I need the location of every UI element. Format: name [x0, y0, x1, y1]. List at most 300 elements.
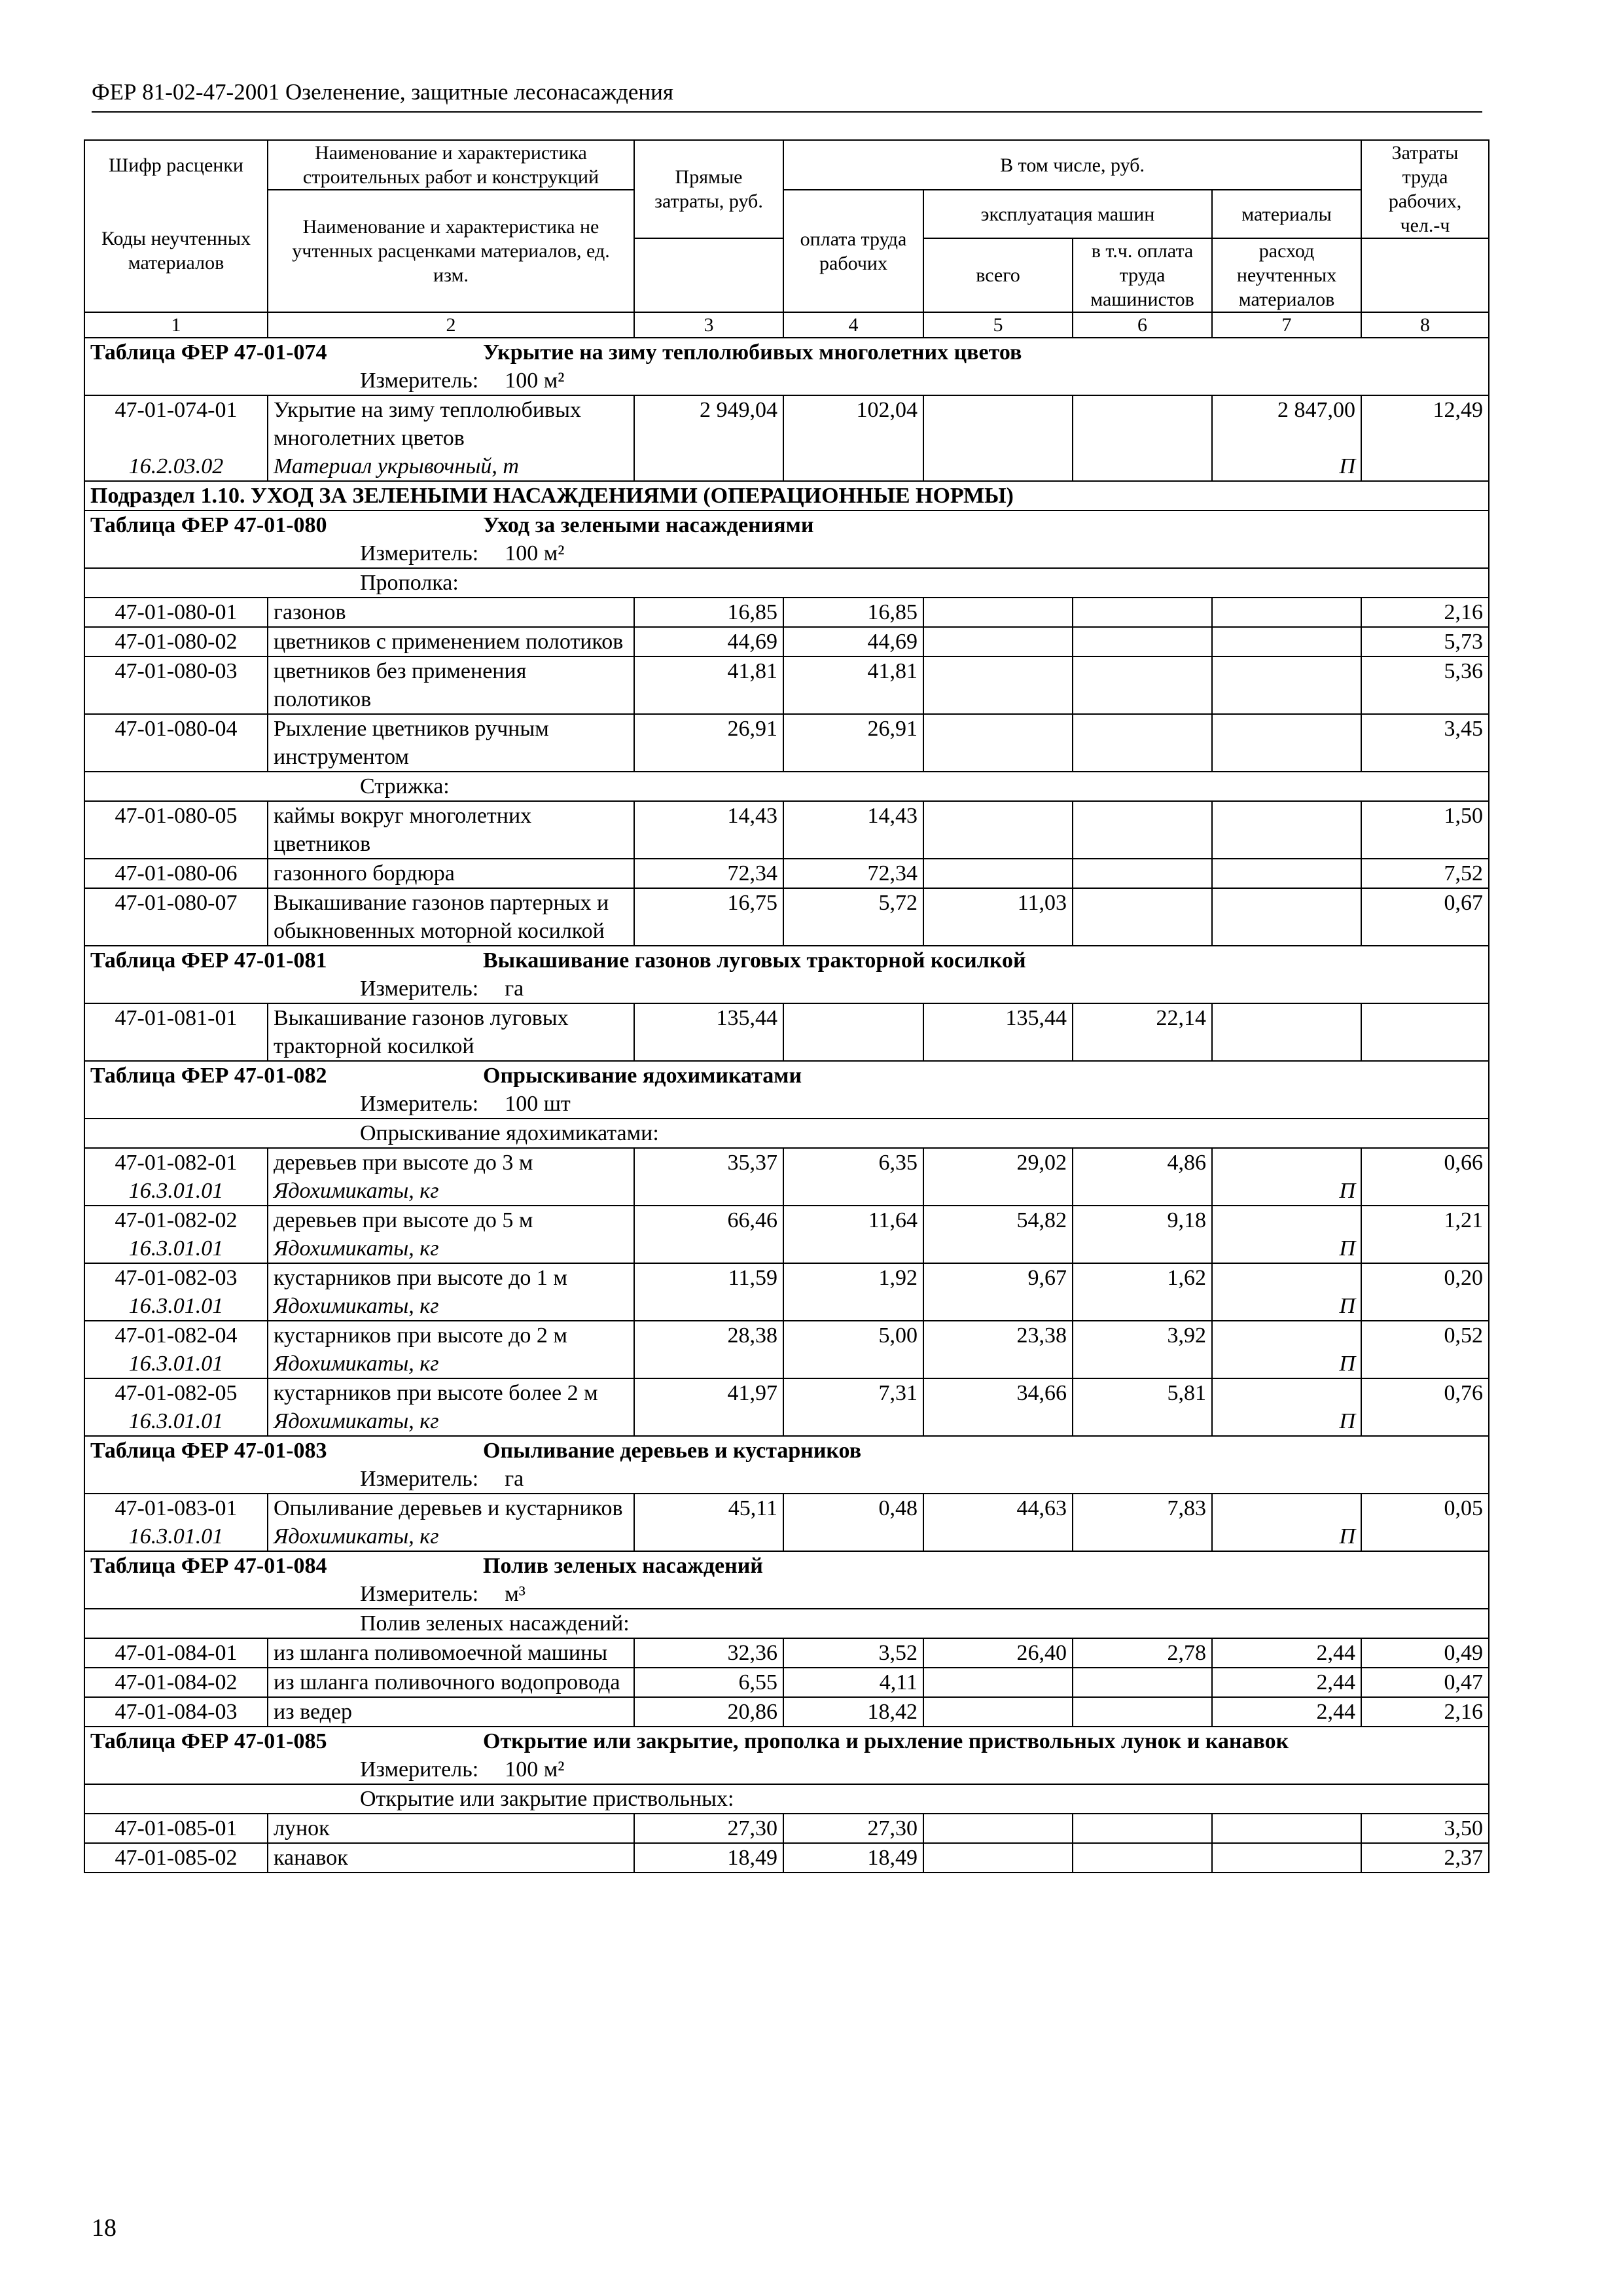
rate-materials: [1212, 1814, 1361, 1843]
rate-labor: 5,36: [1361, 656, 1489, 714]
rate-mach-wages: 4,86: [1073, 1148, 1212, 1177]
rate-name: цветников с применением полотиков: [268, 627, 634, 656]
empty-cell: [923, 1350, 1073, 1378]
rate-name: каймы вокруг многолетних цветников: [268, 801, 634, 859]
rate-materials: [1212, 1148, 1361, 1177]
rate-labor: 0,20: [1361, 1263, 1489, 1292]
material-name: Материал укрывочный, т: [268, 452, 634, 481]
table-number: Таблица ФЕР 47-01-081: [90, 948, 327, 973]
group-lead: Прополка:: [84, 568, 1489, 598]
material-row: [84, 1407, 1489, 1436]
material-row: [84, 1522, 1489, 1551]
rate-materials: [1212, 656, 1361, 714]
rate-mach-total: 34,66: [923, 1378, 1073, 1407]
measure-unit: 100 шт: [505, 1092, 571, 1116]
rate-name: канавок: [268, 1843, 634, 1873]
empty-cell: [1073, 1407, 1212, 1436]
table-title-row: [84, 338, 1489, 367]
rate-mach-total: 26,40: [923, 1638, 1073, 1668]
table-number: Таблица ФЕР 47-01-083: [90, 1439, 327, 1463]
rate-row: [84, 598, 1489, 627]
rate-row: [84, 1843, 1489, 1873]
rate-wages: 102,04: [783, 395, 923, 452]
table-title: [84, 1436, 1489, 1465]
empty-cell: [783, 1522, 923, 1551]
rate-mach-total: [923, 598, 1073, 627]
rate-code: 47-01-083-01: [84, 1494, 268, 1522]
rate-code: 47-01-080-05: [84, 801, 268, 859]
col-cipher: Шифр расценки: [84, 140, 268, 190]
rate-materials: [1212, 598, 1361, 627]
table-number: Таблица ФЕР 47-01-082: [90, 1064, 327, 1088]
col-codes: Коды неучтенных материалов: [84, 190, 268, 312]
rate-name: из ведер: [268, 1697, 634, 1727]
group-lead-row: [84, 772, 1489, 801]
rate-direct: 66,46: [634, 1206, 783, 1234]
col-mach-wages: в т.ч. оплата труда машинистов: [1073, 238, 1212, 312]
rate-materials: [1212, 714, 1361, 772]
col-num: 4: [783, 312, 923, 338]
rate-row: [84, 1263, 1489, 1292]
material-code: 16.2.03.02: [84, 452, 268, 481]
measure-row: [84, 1580, 1489, 1609]
rate-materials: [1212, 1378, 1361, 1407]
measure-cell: [84, 975, 1489, 1003]
rate-mach-total: [923, 801, 1073, 859]
empty-cell: [923, 1407, 1073, 1436]
rate-mach-wages: 9,18: [1073, 1206, 1212, 1234]
rate-mach-total: 135,44: [923, 1003, 1073, 1061]
empty-cell: [634, 1234, 783, 1263]
rate-name: Выкашивание газонов партерных и обыкновенных моторной косилкой: [268, 888, 634, 946]
empty-cell: [783, 1177, 923, 1206]
empty-cell: [1073, 452, 1212, 481]
rate-materials: [1212, 627, 1361, 656]
rate-direct: 11,59: [634, 1263, 783, 1292]
table-title-row: [84, 946, 1489, 975]
material-row: [84, 1350, 1489, 1378]
table-title-row: [84, 1436, 1489, 1465]
rate-row: [84, 801, 1489, 859]
empty-cell: [634, 1407, 783, 1436]
rate-wages: 6,35: [783, 1148, 923, 1177]
table-title-row: [84, 1061, 1489, 1090]
rate-materials: [1212, 1494, 1361, 1522]
measure-label: Измеритель:: [360, 1092, 479, 1116]
rate-mach-total: [923, 714, 1073, 772]
material-mark: П: [1212, 1407, 1361, 1436]
rate-labor: 3,50: [1361, 1814, 1489, 1843]
rate-name: из шланга поливомоечной машины: [268, 1638, 634, 1668]
rate-materials: 2,44: [1212, 1638, 1361, 1668]
empty-cell: [634, 452, 783, 481]
material-mark: П: [1212, 1292, 1361, 1321]
table-title: [84, 1061, 1489, 1090]
rate-wages: 18,42: [783, 1697, 923, 1727]
rate-row: [84, 656, 1489, 714]
rate-labor: [1361, 1003, 1489, 1061]
rate-labor: 0,49: [1361, 1638, 1489, 1668]
group-lead-row: [84, 1119, 1489, 1148]
material-name: Ядохимикаты, кг: [268, 1177, 634, 1206]
col-incl: В том числе, руб.: [783, 140, 1361, 190]
table-number: Таблица ФЕР 47-01-074: [90, 340, 327, 365]
rate-direct: 28,38: [634, 1321, 783, 1350]
rate-labor: 0,52: [1361, 1321, 1489, 1350]
group-lead: Полив зеленых насаждений:: [84, 1609, 1489, 1638]
col-num: 7: [1212, 312, 1361, 338]
rate-mach-wages: [1073, 395, 1212, 452]
table-name: Выкашивание газонов луговых тракторной косилкой: [483, 948, 1026, 973]
empty-cell: [1073, 1350, 1212, 1378]
rate-mach-wages: 2,78: [1073, 1638, 1212, 1668]
rate-row: [84, 1697, 1489, 1727]
rate-wages: 11,64: [783, 1206, 923, 1234]
measure-row: [84, 1090, 1489, 1119]
rate-wages: 4,11: [783, 1668, 923, 1697]
rate-row: [84, 1814, 1489, 1843]
rate-code: 47-01-080-03: [84, 656, 268, 714]
measure-row: [84, 539, 1489, 568]
rate-mach-wages: [1073, 627, 1212, 656]
measure-cell: [84, 539, 1489, 568]
section-title: Подраздел 1.10. УХОД ЗА ЗЕЛЕНЫМИ НАСАЖДЕНИЯМИ (ОПЕРАЦИОННЫЕ НОРМЫ): [84, 481, 1489, 511]
col-wages: оплата труда рабочих: [783, 190, 923, 312]
rate-mach-total: 11,03: [923, 888, 1073, 946]
measure-unit: 100 м²: [505, 368, 565, 393]
col-name: Наименование и характеристика строительных работ и конструкций: [268, 140, 634, 190]
rate-mach-total: 44,63: [923, 1494, 1073, 1522]
rate-mach-wages: [1073, 1668, 1212, 1697]
material-name: Ядохимикаты, кг: [268, 1234, 634, 1263]
col-num: 1: [84, 312, 268, 338]
rate-labor: 12,49: [1361, 395, 1489, 452]
rate-mach-total: [923, 1843, 1073, 1873]
table-title: [84, 338, 1489, 367]
rate-materials: [1212, 1206, 1361, 1234]
rate-materials: 2,44: [1212, 1668, 1361, 1697]
rate-code: 47-01-085-01: [84, 1814, 268, 1843]
measure-label: Измеритель:: [360, 977, 479, 1001]
group-lead: Открытие или закрытие приствольных:: [84, 1784, 1489, 1814]
rate-materials: [1212, 859, 1361, 888]
table-title-row: [84, 511, 1489, 539]
empty-cell: [1073, 1234, 1212, 1263]
rate-name: газонов: [268, 598, 634, 627]
material-code: 16.3.01.01: [84, 1407, 268, 1436]
rate-mach-wages: 5,81: [1073, 1378, 1212, 1407]
rate-wages: [783, 1003, 923, 1061]
rate-materials: [1212, 1263, 1361, 1292]
rate-labor: 7,52: [1361, 859, 1489, 888]
rate-direct: 41,81: [634, 656, 783, 714]
rate-direct: 44,69: [634, 627, 783, 656]
material-row: [84, 1234, 1489, 1263]
table-title: [84, 1551, 1489, 1580]
rate-direct: 135,44: [634, 1003, 783, 1061]
rate-mach-wages: [1073, 801, 1212, 859]
empty-cell: [923, 1177, 1073, 1206]
rate-materials: [1212, 801, 1361, 859]
rate-row: [84, 1668, 1489, 1697]
rate-direct: 27,30: [634, 1814, 783, 1843]
group-lead: Опрыскивание ядохимикатами:: [84, 1119, 1489, 1148]
rate-wages: 1,92: [783, 1263, 923, 1292]
rate-direct: 45,11: [634, 1494, 783, 1522]
rate-direct: 20,86: [634, 1697, 783, 1727]
rate-labor: 0,05: [1361, 1494, 1489, 1522]
measure-row: [84, 1465, 1489, 1494]
rate-wages: 7,31: [783, 1378, 923, 1407]
material-code: 16.3.01.01: [84, 1522, 268, 1551]
rate-name: кустарников при высоте до 2 м: [268, 1321, 634, 1350]
rate-materials: [1212, 888, 1361, 946]
rate-mach-total: [923, 859, 1073, 888]
material-row: [84, 1177, 1489, 1206]
rate-wages: 5,00: [783, 1321, 923, 1350]
rate-mach-wages: 3,92: [1073, 1321, 1212, 1350]
measure-cell: [84, 1755, 1489, 1784]
rate-mach-wages: [1073, 1814, 1212, 1843]
measure-label: Измеритель:: [360, 1467, 479, 1491]
rate-labor: 3,45: [1361, 714, 1489, 772]
rate-mach-total: 23,38: [923, 1321, 1073, 1350]
rate-row: [84, 1378, 1489, 1407]
rate-wages: 41,81: [783, 656, 923, 714]
col-materials: материалы: [1212, 190, 1361, 238]
material-name: Ядохимикаты, кг: [268, 1407, 634, 1436]
rate-row: [84, 395, 1489, 452]
rate-mach-wages: [1073, 1843, 1212, 1873]
rate-materials: [1212, 1843, 1361, 1873]
rate-code: 47-01-082-04: [84, 1321, 268, 1350]
col-labor: Затраты труда рабочих, чел.-ч: [1361, 140, 1489, 238]
material-code: 16.3.01.01: [84, 1177, 268, 1206]
rate-labor: 1,21: [1361, 1206, 1489, 1234]
empty-cell: [1361, 1522, 1489, 1551]
rate-direct: 72,34: [634, 859, 783, 888]
table-title: [84, 1727, 1489, 1755]
rate-mach-wages: [1073, 656, 1212, 714]
rate-code: 47-01-082-01: [84, 1148, 268, 1177]
rate-mach-total: [923, 1697, 1073, 1727]
table-title: [84, 946, 1489, 975]
table-title: [84, 511, 1489, 539]
rate-row: [84, 1638, 1489, 1668]
rate-mach-total: 54,82: [923, 1206, 1073, 1234]
material-code: 16.3.01.01: [84, 1350, 268, 1378]
measure-label: Измеритель:: [360, 1757, 479, 1782]
rate-name: газонного бордюра: [268, 859, 634, 888]
measure-cell: [84, 1090, 1489, 1119]
rate-direct: 35,37: [634, 1148, 783, 1177]
rate-wages: 5,72: [783, 888, 923, 946]
rate-direct: 18,49: [634, 1843, 783, 1873]
rate-direct: 32,36: [634, 1638, 783, 1668]
empty-cell: [1361, 1407, 1489, 1436]
rate-code: 47-01-082-02: [84, 1206, 268, 1234]
empty-cell: [634, 1350, 783, 1378]
rate-name: Рыхление цветников ручным инструментом: [268, 714, 634, 772]
rate-wages: 3,52: [783, 1638, 923, 1668]
measure-cell: [84, 1580, 1489, 1609]
rate-materials: [1212, 1321, 1361, 1350]
rate-direct: 41,97: [634, 1378, 783, 1407]
rate-code: 47-01-080-06: [84, 859, 268, 888]
rate-mach-wages: [1073, 859, 1212, 888]
rate-code: 47-01-082-03: [84, 1263, 268, 1292]
empty-cell: [634, 1292, 783, 1321]
empty-cell: [634, 1177, 783, 1206]
group-lead-row: [84, 1609, 1489, 1638]
rate-row: [84, 1003, 1489, 1061]
rate-wages: 27,30: [783, 1814, 923, 1843]
rate-labor: 5,73: [1361, 627, 1489, 656]
empty-cell: [923, 452, 1073, 481]
group-lead-row: [84, 1784, 1489, 1814]
group-lead: Стрижка:: [84, 772, 1489, 801]
rate-name: кустарников при высоте до 1 м: [268, 1263, 634, 1292]
empty-cell: [1361, 1234, 1489, 1263]
table-name: Уход за зелеными насаждениями: [483, 513, 814, 537]
rate-direct: 6,55: [634, 1668, 783, 1697]
material-code: 16.3.01.01: [84, 1234, 268, 1263]
rate-labor: 1,50: [1361, 801, 1489, 859]
measure-unit: га: [505, 977, 524, 1001]
table-number: Таблица ФЕР 47-01-084: [90, 1554, 327, 1578]
empty-cell: [923, 1292, 1073, 1321]
measure-row: [84, 975, 1489, 1003]
rate-materials: 2 847,00: [1212, 395, 1361, 452]
rate-name: Опыливание деревьев и кустарников: [268, 1494, 634, 1522]
measure-label: Измеритель:: [360, 368, 479, 393]
measure-row: [84, 1755, 1489, 1784]
col-name2: Наименование и характеристика не учтенных расценками материалов, ед. изм.: [268, 190, 634, 312]
rate-mach-total: [923, 627, 1073, 656]
rate-code: 47-01-080-07: [84, 888, 268, 946]
rate-code: 47-01-084-03: [84, 1697, 268, 1727]
empty-cell: [634, 1522, 783, 1551]
col-num: 3: [634, 312, 783, 338]
material-mark: П: [1212, 452, 1361, 481]
rate-wages: 14,43: [783, 801, 923, 859]
rate-labor: 0,67: [1361, 888, 1489, 946]
rate-row: [84, 1321, 1489, 1350]
rate-mach-wages: [1073, 888, 1212, 946]
rate-labor: 0,47: [1361, 1668, 1489, 1697]
material-name: Ядохимикаты, кг: [268, 1522, 634, 1551]
col-direct: Прямые затраты, руб.: [634, 140, 783, 238]
measure-label: Измеритель:: [360, 541, 479, 565]
empty-cell: [783, 1407, 923, 1436]
rate-mach-wages: [1073, 714, 1212, 772]
header-row-2: [84, 190, 1489, 238]
material-name: Ядохимикаты, кг: [268, 1350, 634, 1378]
rate-code: 47-01-080-01: [84, 598, 268, 627]
measure-unit: 100 м²: [505, 541, 565, 565]
rate-direct: 16,85: [634, 598, 783, 627]
rate-code: 47-01-082-05: [84, 1378, 268, 1407]
table-name: Полив зеленых насаждений: [483, 1554, 763, 1578]
material-row: [84, 1292, 1489, 1321]
material-row: [84, 452, 1489, 481]
rate-row: [84, 1206, 1489, 1234]
rate-name: кустарников при высоте более 2 м: [268, 1378, 634, 1407]
rate-mach-wages: [1073, 598, 1212, 627]
measure-cell: [84, 1465, 1489, 1494]
empty-cell: [923, 1234, 1073, 1263]
empty-cell: [1073, 1292, 1212, 1321]
col-num: 5: [923, 312, 1073, 338]
rate-labor: 2,16: [1361, 1697, 1489, 1727]
rate-row: [84, 1148, 1489, 1177]
rate-labor: 2,37: [1361, 1843, 1489, 1873]
rate-name: Укрытие на зиму теплолюбивых многолетних цветов: [268, 395, 634, 452]
rates-table: [84, 139, 1489, 1873]
group-lead-row: [84, 568, 1489, 598]
rate-wages: 44,69: [783, 627, 923, 656]
material-mark: П: [1212, 1350, 1361, 1378]
table-name: Открытие или закрытие, прополка и рыхление приствольных лунок и канавок: [483, 1729, 1289, 1753]
rate-labor: 2,16: [1361, 598, 1489, 627]
rate-mach-wages: 22,14: [1073, 1003, 1212, 1061]
table-number: Таблица ФЕР 47-01-085: [90, 1729, 327, 1753]
rate-mach-wages: 1,62: [1073, 1263, 1212, 1292]
table-name: Укрытие на зиму теплолюбивых многолетних цветов: [483, 340, 1022, 365]
rate-wages: 72,34: [783, 859, 923, 888]
col-num: 8: [1361, 312, 1489, 338]
page-number: 18: [92, 2214, 116, 2242]
material-code: 16.3.01.01: [84, 1292, 268, 1321]
rate-mach-total: [923, 1814, 1073, 1843]
table-name: Опыливание деревьев и кустарников: [483, 1439, 862, 1463]
empty-cell: [783, 452, 923, 481]
empty-cell: [1361, 452, 1489, 481]
rate-row: [84, 859, 1489, 888]
rate-row: [84, 888, 1489, 946]
empty-cell: [783, 1234, 923, 1263]
table-title-row: [84, 1551, 1489, 1580]
rate-wages: 18,49: [783, 1843, 923, 1873]
table-number: Таблица ФЕР 47-01-080: [90, 513, 327, 537]
rate-row: [84, 714, 1489, 772]
rate-mach-total: [923, 1668, 1073, 1697]
rate-row: [84, 627, 1489, 656]
measure-label: Измеритель:: [360, 1582, 479, 1606]
col-labor-cont: [1361, 238, 1489, 312]
rate-mach-total: 9,67: [923, 1263, 1073, 1292]
material-mark: П: [1212, 1522, 1361, 1551]
empty-cell: [1361, 1292, 1489, 1321]
rate-direct: 26,91: [634, 714, 783, 772]
rate-mach-total: [923, 395, 1073, 452]
rate-mach-total: 29,02: [923, 1148, 1073, 1177]
table-name: Опрыскивание ядохимикатами: [483, 1064, 802, 1088]
page-header: ФЕР 81-02-47-2001 Озеленение, защитные лесонасаждения: [92, 77, 1482, 113]
empty-cell: [783, 1350, 923, 1378]
rate-code: 47-01-085-02: [84, 1843, 268, 1873]
rate-name: деревьев при высоте до 3 м: [268, 1148, 634, 1177]
material-mark: П: [1212, 1234, 1361, 1263]
header-row: [84, 140, 1489, 190]
column-numbers-row: [84, 312, 1489, 338]
measure-unit: м³: [505, 1582, 526, 1606]
rate-labor: 0,66: [1361, 1148, 1489, 1177]
rate-mach-total: [923, 656, 1073, 714]
section-row: [84, 481, 1489, 511]
table-title-row: [84, 1727, 1489, 1755]
col-direct-cont: [634, 238, 783, 312]
